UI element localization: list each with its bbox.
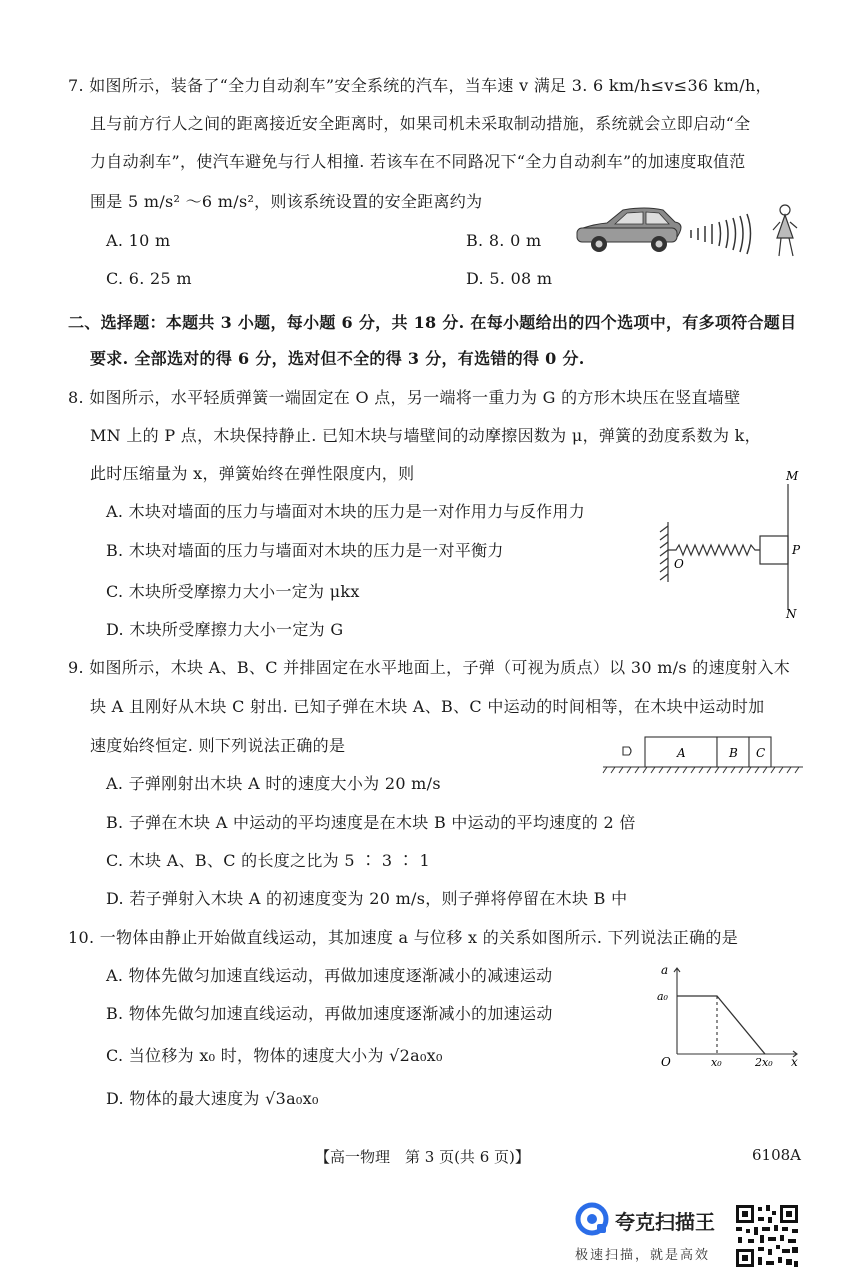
qr-code-icon — [734, 1203, 800, 1269]
car-pedestrian-figure — [575, 200, 810, 270]
tick-label-x0: x₀ — [711, 1056, 722, 1069]
fig-label-m: M — [786, 469, 799, 483]
axis-label-a: a — [661, 963, 669, 977]
section2-line2: 要求. 全部选对的得 6 分，选对但不全的得 3 分，有选错的得 0 分. — [90, 349, 585, 368]
quark-logo-icon — [575, 1202, 609, 1236]
fig-label-o: O — [674, 557, 684, 571]
q9-line1: 9. 如图所示，木块 A、B、C 并排固定在水平地面上，子弹（可视为质点）以 30 m/s 的速度射入木 — [68, 658, 791, 677]
q8-option-b: B. 木块对墙面的压力与墙面对木块的压力是一对平衡力 — [106, 541, 504, 560]
q8-line1: 8. 如图所示，水平轻质弹簧一端固定在 O 点，另一端将一重力为 G 的方形木块压在竖直墙壁 — [68, 388, 741, 407]
q7-option-a: A. 10 m — [106, 231, 171, 250]
q7-line2: 且与前方行人之间的距离接近安全距离时，如果司机未采取制动措施，系统就会立即启动“全 — [90, 114, 751, 133]
section2-line1: 二、选择题：本题共 3 小题，每小题 6 分，共 18 分. 在每小题给出的四个选项中，有多项符合题目 — [68, 313, 797, 332]
tick-label-a0: a₀ — [657, 990, 668, 1003]
q9-line3: 速度始终恒定. 则下列说法正确的是 — [90, 736, 346, 755]
q9-option-a: A. 子弹刚射出木块 A 时的速度大小为 20 m/s — [106, 774, 441, 793]
q10-option-c: C. 当位移为 x₀ 时，物体的速度大小为 √2a₀x₀ — [106, 1046, 443, 1065]
tick-label-2x0: 2x₀ — [755, 1056, 773, 1069]
block-label-a: A — [677, 746, 686, 760]
q10-line1: 10. 一物体由静止开始做直线运动，其加速度 a 与位移 x 的关系如图所示. 下列说法正确的是 — [68, 928, 739, 947]
block-label-c: C — [756, 746, 766, 760]
q9-option-b: B. 子弹在木块 A 中运动的平均速度是在木块 B 中运动的平均速度的 2 倍 — [106, 813, 636, 832]
q8-line3: 此时压缩量为 x，弹簧始终在弹性限度内，则 — [90, 464, 415, 483]
q7-option-c: C. 6. 25 m — [106, 269, 192, 288]
scanner-slogan: 极速扫描，就是高效 — [575, 1248, 711, 1263]
q9-line2: 块 A 且刚好从木块 C 射出. 已知子弹在木块 A、B、C 中运动的时间相等，在木块中运动时加 — [90, 697, 765, 716]
q7-line3: 力自动刹车”，使汽车避免与行人相撞. 若该车在不同路况下“全力自动刹车”的加速度取值范 — [90, 152, 746, 171]
q9-option-d: D. 若子弹射入木块 A 的初速度变为 20 m/s，则子弹将停留在木块 B 中 — [106, 889, 628, 908]
origin-label: O — [661, 1055, 671, 1069]
block-label-b: B — [729, 746, 738, 760]
fig-label-p: P — [792, 543, 801, 557]
fig-label-n: N — [786, 607, 797, 621]
q10-option-d: D. 物体的最大速度为 √3a₀x₀ — [106, 1089, 319, 1108]
blocks-abc-figure — [603, 734, 808, 776]
q7-option-b: B. 8. 0 m — [466, 231, 542, 250]
q7-line4: 围是 5 m/s² ～6 m/s²，则该系统设置的安全距离约为 — [90, 192, 483, 211]
spring-block-figure — [650, 470, 815, 620]
q10-option-a: A. 物体先做匀加速直线运动，再做加速度逐渐减小的减速运动 — [106, 966, 553, 985]
a-x-graph-figure — [655, 960, 805, 1068]
paper-code: 6108A — [752, 1146, 802, 1164]
scanner-brand: 夸克扫描王 — [615, 1210, 715, 1234]
axis-label-x: x — [791, 1055, 798, 1069]
q10-option-b: B. 物体先做匀加速直线运动，再做加速度逐渐减小的加速运动 — [106, 1004, 553, 1023]
q9-option-c: C. 木块 A、B、C 的长度之比为 5 ∶ 3 ∶ 1 — [106, 851, 430, 870]
q8-line2: MN 上的 P 点，木块保持静止. 已知木块与墙壁间的动摩擦因数为 μ，弹簧的劲度系数为 k， — [90, 426, 761, 445]
q8-option-a: A. 木块对墙面的压力与墙面对木块的压力是一对作用力与反作用力 — [106, 502, 586, 521]
q7-line1: 7. 如图所示，装备了“全力自动刹车”安全系统的汽车，当车速 v 满足 3. 6 km/h≤v≤36 km/h， — [68, 76, 772, 95]
page-footer: 【高一物理 第 3 页(共 6 页)】 — [315, 1148, 530, 1166]
q8-option-d: D. 木块所受摩擦力大小一定为 G — [106, 620, 344, 639]
q7-option-d: D. 5. 08 m — [466, 269, 553, 288]
q8-option-c: C. 木块所受摩擦力大小一定为 μkx — [106, 582, 360, 601]
